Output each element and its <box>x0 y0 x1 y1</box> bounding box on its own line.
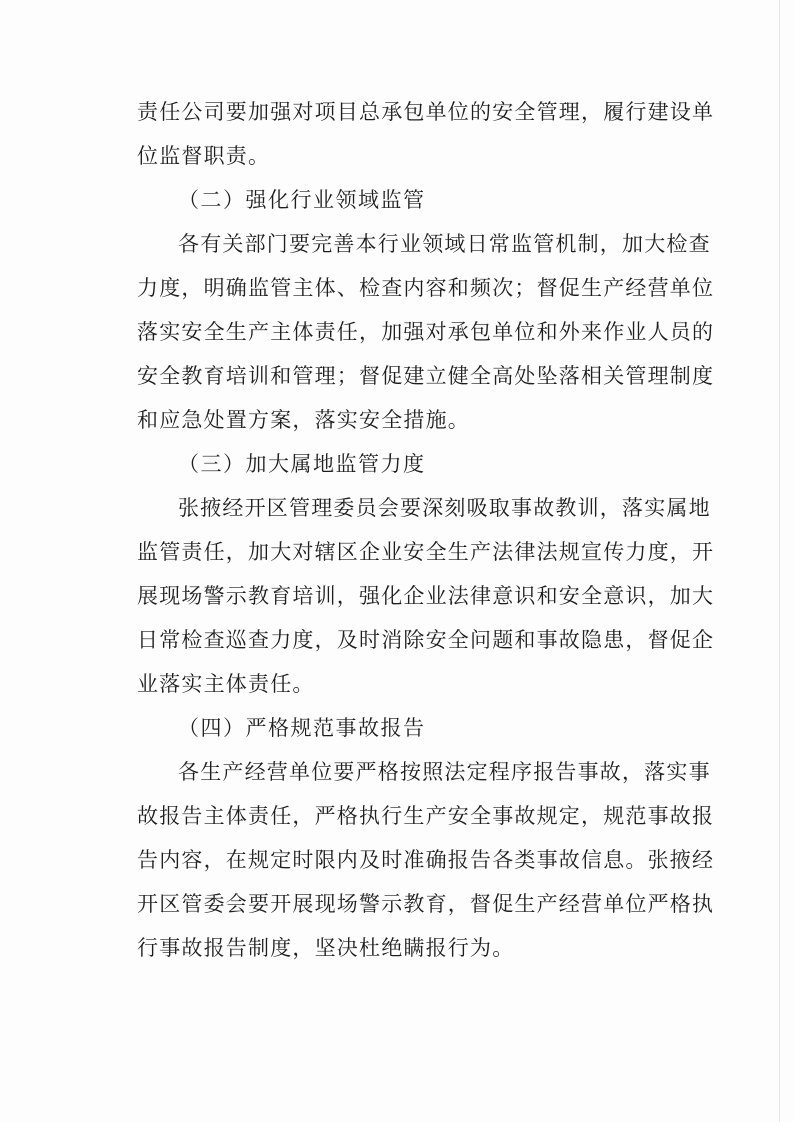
section-heading-4: （四）严格规范事故报告 <box>178 716 426 740</box>
paragraph-3-line-3: 展现场警示教育培训，强化企业法律意识和安全意识，加大 <box>137 584 715 608</box>
paragraph-1-line-2: 位监督职责。 <box>137 144 271 168</box>
paragraph-4-line-3: 告内容，在规定时限内及时准确报告各类事故信息。张掖经 <box>137 848 715 872</box>
scan-edge-divider <box>779 0 780 1122</box>
paragraph-1-line-1: 责任公司要加强对项目总承包单位的安全管理，履行建设单 <box>137 100 715 124</box>
paragraph-4-line-2: 故报告主体责任，严格执行生产安全事故规定，规范事故报 <box>137 804 715 828</box>
paragraph-2-line-5: 和应急处置方案，落实安全措施。 <box>137 408 470 432</box>
paragraph-2-line-3: 落实安全生产主体责任，加强对承包单位和外来作业人员的 <box>137 320 715 344</box>
paragraph-4-line-5: 行事故报告制度，坚决杜绝瞒报行为。 <box>137 936 515 960</box>
paragraph-3-line-4: 日常检查巡查力度，及时消除安全问题和事故隐患，督促企 <box>137 628 715 652</box>
paragraph-4-line-4: 开区管委会要开展现场警示教育，督促生产经营单位严格执 <box>137 892 715 916</box>
paragraph-2-line-2: 力度，明确监管主体、检查内容和频次；督促生产经营单位 <box>137 276 715 300</box>
paragraph-3-line-5: 业落实主体责任。 <box>137 672 315 696</box>
paragraph-3-line-1: 张掖经开区管理委员会要深刻吸取事故教训，落实属地 <box>178 496 711 520</box>
paragraph-3-line-2: 监管责任，加大对辖区企业安全生产法律法规宣传力度，开 <box>137 540 715 564</box>
paragraph-2-line-4: 安全教育培训和管理；督促建立健全高处坠落相关管理制度 <box>137 364 715 388</box>
section-heading-3: （三）加大属地监管力度 <box>178 452 426 476</box>
section-heading-2: （二）强化行业领域监管 <box>178 188 426 212</box>
paragraph-4-line-1: 各生产经营单位要严格按照法定程序报告事故，落实事 <box>178 760 711 784</box>
paragraph-2-line-1: 各有关部门要完善本行业领域日常监管机制，加大检查 <box>178 232 711 256</box>
